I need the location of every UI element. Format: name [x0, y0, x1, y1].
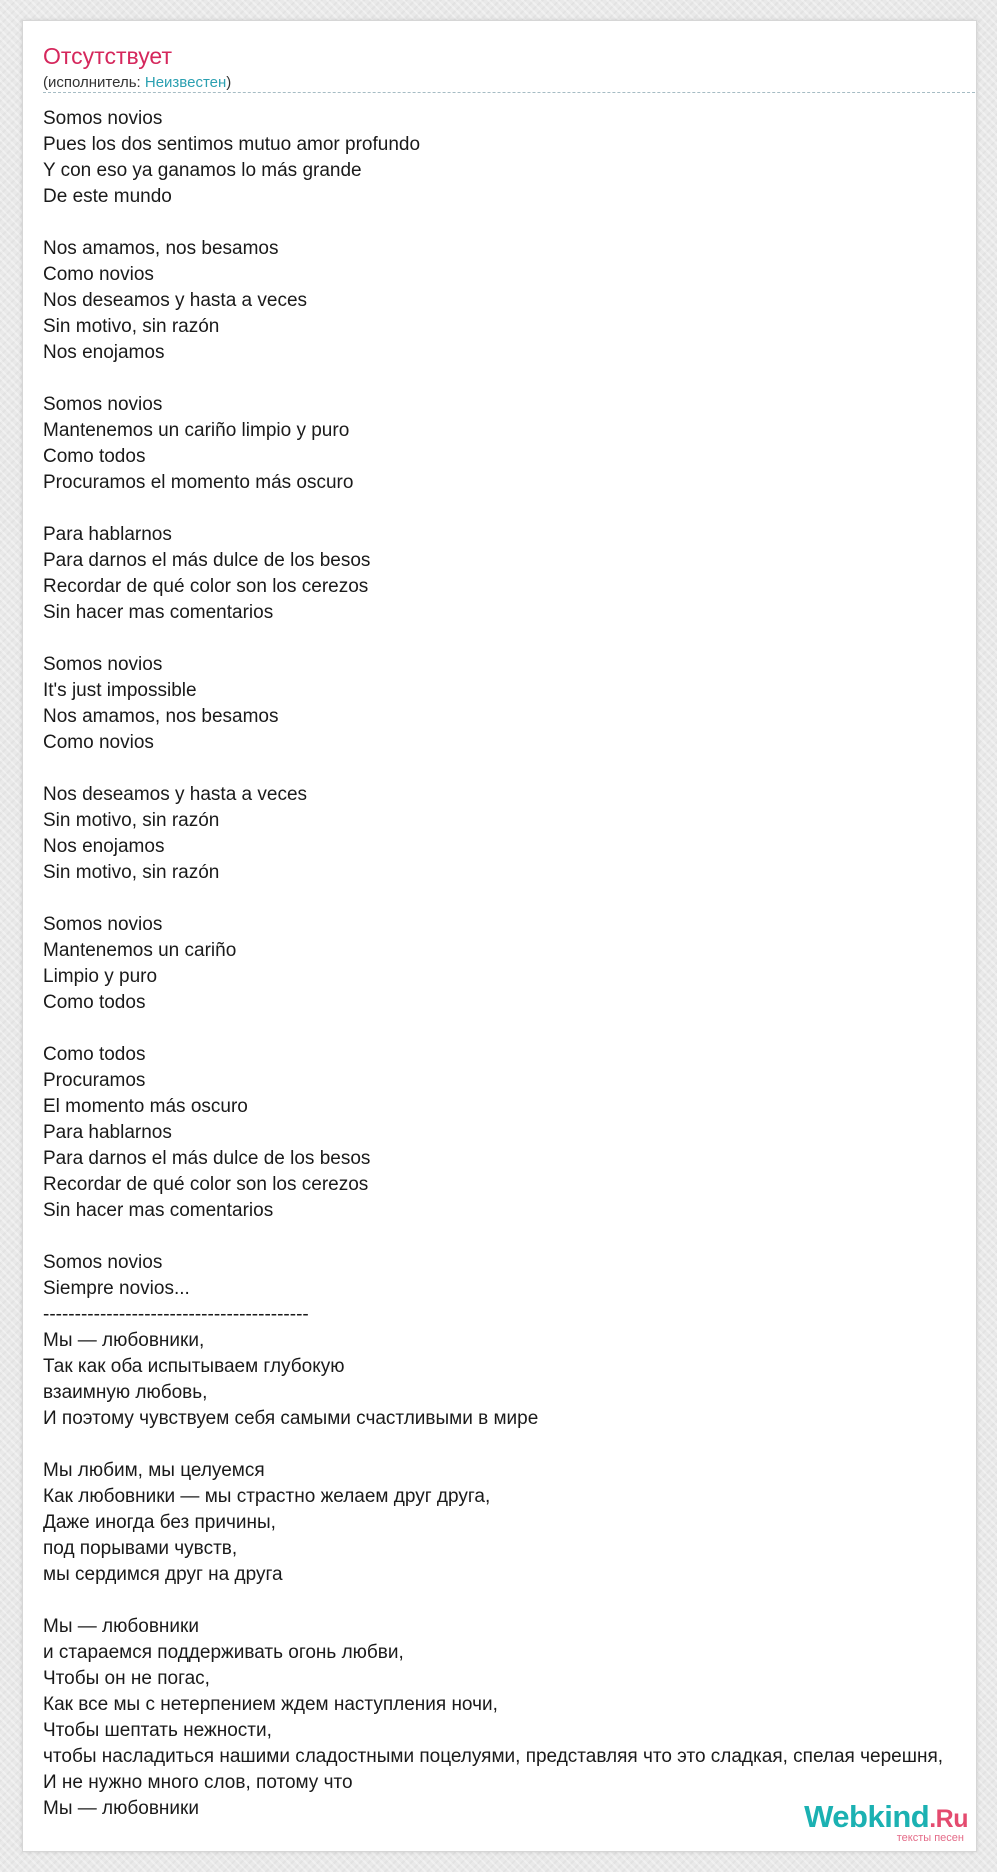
song-title: Отсутствует [43, 43, 172, 69]
lyric-line: Siempre novios... [43, 1278, 190, 1299]
lyric-line: Мы — любовники [43, 1616, 199, 1637]
lyric-line [43, 886, 973, 912]
lyric-line: Para hablarnos [43, 1122, 172, 1143]
lyric-line: Somos novios [43, 1252, 163, 1273]
lyric-line: Nos amamos, nos besamos [43, 706, 279, 727]
lyric-line: мы сердимся друг на друга [43, 1564, 283, 1585]
artist-prefix: (исполнитель: [43, 74, 145, 91]
logo-domain: .Ru [929, 1805, 968, 1833]
lyrics-card [22, 20, 977, 1852]
lyric-line: И поэтому чувствуем себя самыми счастливыми в мире [43, 1408, 539, 1429]
lyric-line: Recordar de qué color son los cerezos [43, 1174, 369, 1195]
lyric-line: Procuramos el momento más oscuro [43, 472, 354, 493]
logo-tagline: тексты песен [896, 1832, 964, 1844]
logo-wordmark [804, 1799, 968, 1835]
lyric-line: Nos deseamos y hasta a veces [43, 290, 308, 311]
lyric-line: Мы — любовники [43, 1798, 199, 1819]
lyric-line: Как все мы с нетерпением ждем наступления ночи, [43, 1694, 498, 1715]
lyric-line: Como todos [43, 446, 146, 467]
lyric-line [43, 756, 973, 782]
lyric-line: Somos novios [43, 108, 163, 129]
lyric-line: It's just impossible [43, 680, 197, 701]
lyric-line [43, 496, 973, 522]
lyric-line: Somos novios [43, 394, 163, 415]
lyric-line: Pues los dos sentimos mutuo amor profundo [43, 134, 421, 155]
lyric-line: ------------------------------------------ [43, 1304, 309, 1325]
lyric-line: Recordar de qué color son los cerezos [43, 576, 369, 597]
lyric-line: Sin motivo, sin razón [43, 810, 220, 831]
lyric-line [43, 626, 973, 652]
artist-line [43, 74, 231, 91]
lyric-line: Para hablarnos [43, 524, 172, 545]
lyric-line: взаимную любовь, [43, 1382, 208, 1403]
lyric-line: И не нужно много слов, потому что [43, 1772, 353, 1793]
lyric-line: Nos enojamos [43, 342, 165, 363]
lyric-line: и стараемся поддерживать огонь любви, [43, 1642, 404, 1663]
logo-name: Webkind [804, 1799, 930, 1834]
lyric-line [43, 1016, 973, 1042]
lyric-line: Mantenemos un cariño [43, 940, 237, 961]
lyric-line: El momento más oscuro [43, 1096, 248, 1117]
lyric-line [43, 1432, 973, 1458]
lyric-line: Procuramos [43, 1070, 146, 1091]
artist-suffix: ) [226, 74, 232, 91]
lyric-line: Y con eso ya ganamos lo más grande [43, 160, 362, 181]
lyric-line: Somos novios [43, 914, 163, 935]
lyric-line: Даже иногда без причины, [43, 1512, 276, 1533]
lyric-line: Nos amamos, nos besamos [43, 238, 279, 259]
lyric-line: Como novios [43, 732, 154, 753]
lyric-line: под порывами чувств, [43, 1538, 238, 1559]
lyric-line: Так как оба испытываем глубокую [43, 1356, 345, 1377]
lyric-line: Somos novios [43, 654, 163, 675]
lyric-line: Sin hacer mas comentarios [43, 1200, 274, 1221]
lyric-line: Sin motivo, sin razón [43, 316, 220, 337]
lyric-line [43, 1588, 973, 1614]
lyric-line: Como novios [43, 264, 154, 285]
lyric-line: Мы — любовники, [43, 1330, 205, 1351]
lyric-line: Как любовники — мы страстно желаем друг друга, [43, 1486, 491, 1507]
lyric-line: Sin hacer mas comentarios [43, 602, 274, 623]
header-divider [43, 92, 975, 93]
lyric-line [43, 366, 973, 392]
webkind-logo[interactable] [778, 1799, 968, 1845]
lyric-line: Мы любим, мы целуемся [43, 1460, 265, 1481]
lyric-line: Чтобы он не погас, [43, 1668, 210, 1689]
artist-link[interactable]: Неизвестен [144, 74, 227, 91]
lyric-line: чтобы насладиться нашими сладостными поцелуями, представляя что это сладкая, спелая черешня, [43, 1746, 944, 1767]
lyric-line [43, 210, 973, 236]
lyric-line: Nos deseamos y hasta a veces [43, 784, 308, 805]
lyrics-text [43, 106, 973, 1822]
lyric-line: De este mundo [43, 186, 172, 207]
lyric-line: Limpio y puro [43, 966, 158, 987]
lyric-line: Como todos [43, 992, 146, 1013]
lyric-line [43, 1224, 973, 1250]
lyric-line: Чтобы шептать нежности, [43, 1720, 272, 1741]
lyric-line: Sin motivo, sin razón [43, 862, 220, 883]
lyric-line: Mantenemos un cariño limpio y puro [43, 420, 350, 441]
lyric-line: Para darnos el más dulce de los besos [43, 550, 371, 571]
lyric-line: Nos enojamos [43, 836, 165, 857]
lyric-line: Como todos [43, 1044, 146, 1065]
lyric-line: Para darnos el más dulce de los besos [43, 1148, 371, 1169]
